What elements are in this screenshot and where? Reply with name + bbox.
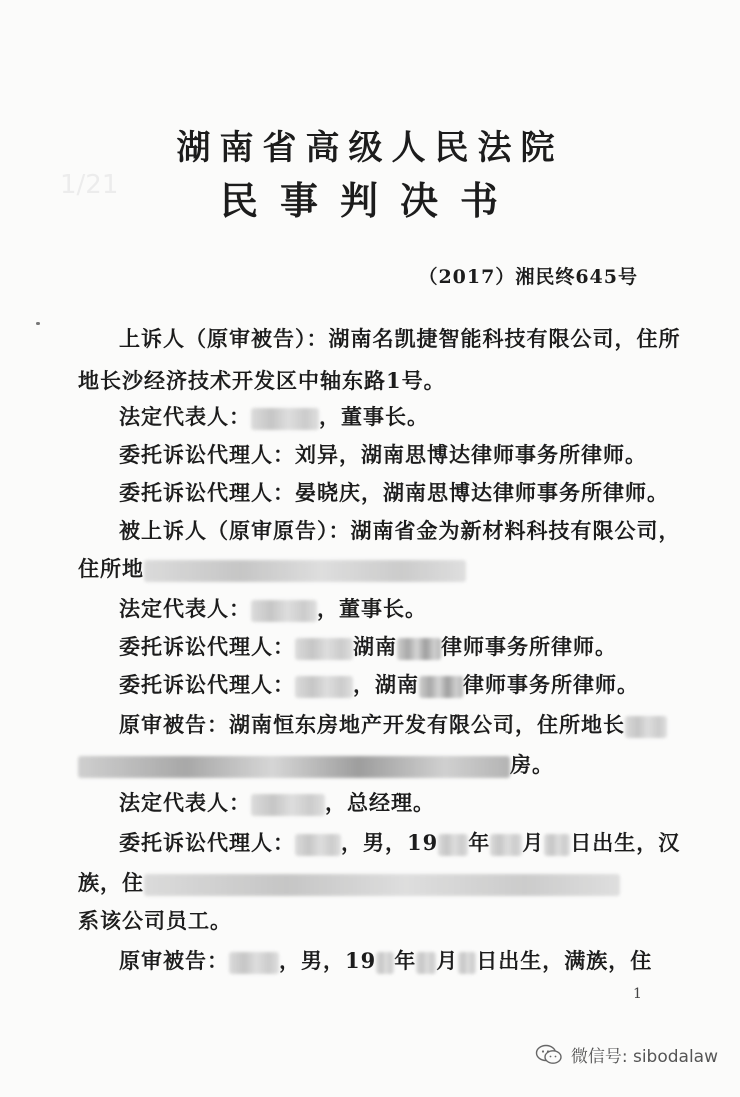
legal-rep-label: 法定代表人：: [119, 790, 251, 815]
gender-year: ，男，19: [279, 948, 377, 973]
legal-rep-label: 法定代表人：: [119, 404, 251, 429]
text-line: [78, 554, 466, 584]
text-line: [119, 828, 680, 858]
redacted-name: [295, 676, 353, 698]
agent-line: 委托诉讼代理人：刘异，湖南思博达律师事务所律师。: [119, 442, 647, 467]
redacted-day: [544, 834, 570, 856]
text-line: [119, 594, 427, 624]
text-line: [78, 868, 620, 898]
document-type-title: 民事判决书: [219, 178, 520, 223]
address-label: 住所地: [78, 556, 144, 581]
defendant-line: 原审被告：湖南恒东房地产开发有限公司，住所地长: [119, 712, 625, 737]
agent-label: 委托诉讼代理人：: [119, 634, 295, 659]
firm-prefix: ，湖南: [353, 672, 419, 697]
text-line: [119, 710, 667, 740]
text-line: [119, 440, 647, 470]
redacted-name: [251, 408, 319, 430]
agent-gender-year: ，男，19: [341, 830, 439, 855]
month-label: 月: [436, 948, 459, 973]
court-name: 湖南省高级人民法院: [176, 128, 564, 168]
appellee-line: 被上诉人（原审原告）：湖南省金为新材料科技有限公司，: [119, 518, 681, 543]
legal-rep-label: 法定代表人：: [119, 596, 251, 621]
wechat-icon: [535, 1044, 563, 1066]
birth-ethnicity: 日出生，满族，住: [476, 948, 653, 973]
redacted-year: [376, 952, 394, 974]
text-line: [119, 670, 639, 700]
text-line: [119, 516, 681, 546]
agent-label: 委托诉讼代理人：: [119, 672, 295, 697]
address-suffix: 房。: [510, 752, 554, 777]
month-label: 月: [522, 830, 545, 855]
text-line: [119, 324, 681, 354]
appellant-line: 上诉人（原审被告）：湖南名凯捷智能科技有限公司，住所: [119, 326, 681, 351]
redacted-address: [625, 716, 667, 738]
text-line: [119, 946, 652, 976]
firm-suffix: 律师事务所律师。: [463, 672, 639, 697]
redacted-month: [490, 834, 522, 856]
case-number: （2017）湘民终645号: [418, 266, 638, 288]
text-line: [78, 366, 446, 396]
text-line: [119, 402, 429, 432]
residence-label: 族，住: [78, 870, 144, 895]
redacted-year: [438, 834, 468, 856]
defendant-label: 原审被告：: [119, 948, 229, 973]
redacted-month: [416, 952, 436, 974]
redacted-name: [295, 834, 341, 856]
firm-suffix: 律师事务所律师。: [441, 634, 617, 659]
redacted-address: [144, 560, 466, 582]
watermark-text: 微信号: sibodalaw: [570, 1047, 718, 1067]
agent-line: 委托诉讼代理人：晏晓庆，湖南思博达律师事务所律师。: [119, 480, 669, 505]
legal-rep-title: ，总经理。: [325, 790, 435, 815]
appellant-address: 地长沙经济技术开发区中轴东路1号。: [78, 368, 446, 393]
text-line: [119, 788, 435, 818]
firm-prefix: 湖南: [353, 634, 397, 659]
employee-note: 系该公司员工。: [78, 908, 232, 933]
faint-page-mark: 1/21: [60, 170, 119, 200]
redacted-name: [295, 638, 353, 660]
redacted-firm: [419, 676, 463, 698]
redacted-address: [78, 756, 510, 778]
page-number: 1: [633, 986, 642, 1002]
text-line: [78, 750, 554, 780]
text-line: [78, 906, 232, 936]
agent-label: 委托诉讼代理人：: [119, 830, 295, 855]
redacted-name: [251, 600, 317, 622]
legal-rep-title: ，董事长。: [317, 596, 427, 621]
redacted-firm: [397, 638, 441, 660]
text-line: [119, 478, 669, 508]
legal-rep-title: ，董事长。: [319, 404, 429, 429]
birth-ethnicity: 日出生，汉: [570, 830, 681, 855]
year-label: 年: [468, 830, 491, 855]
scan-speck: [36, 322, 40, 325]
redacted-address: [144, 874, 620, 896]
wechat-watermark: [535, 1042, 718, 1067]
year-label: 年: [394, 948, 417, 973]
redacted-name: [251, 794, 325, 816]
text-line: [119, 632, 617, 662]
redacted-name: [229, 952, 279, 974]
redacted-day: [458, 952, 476, 974]
